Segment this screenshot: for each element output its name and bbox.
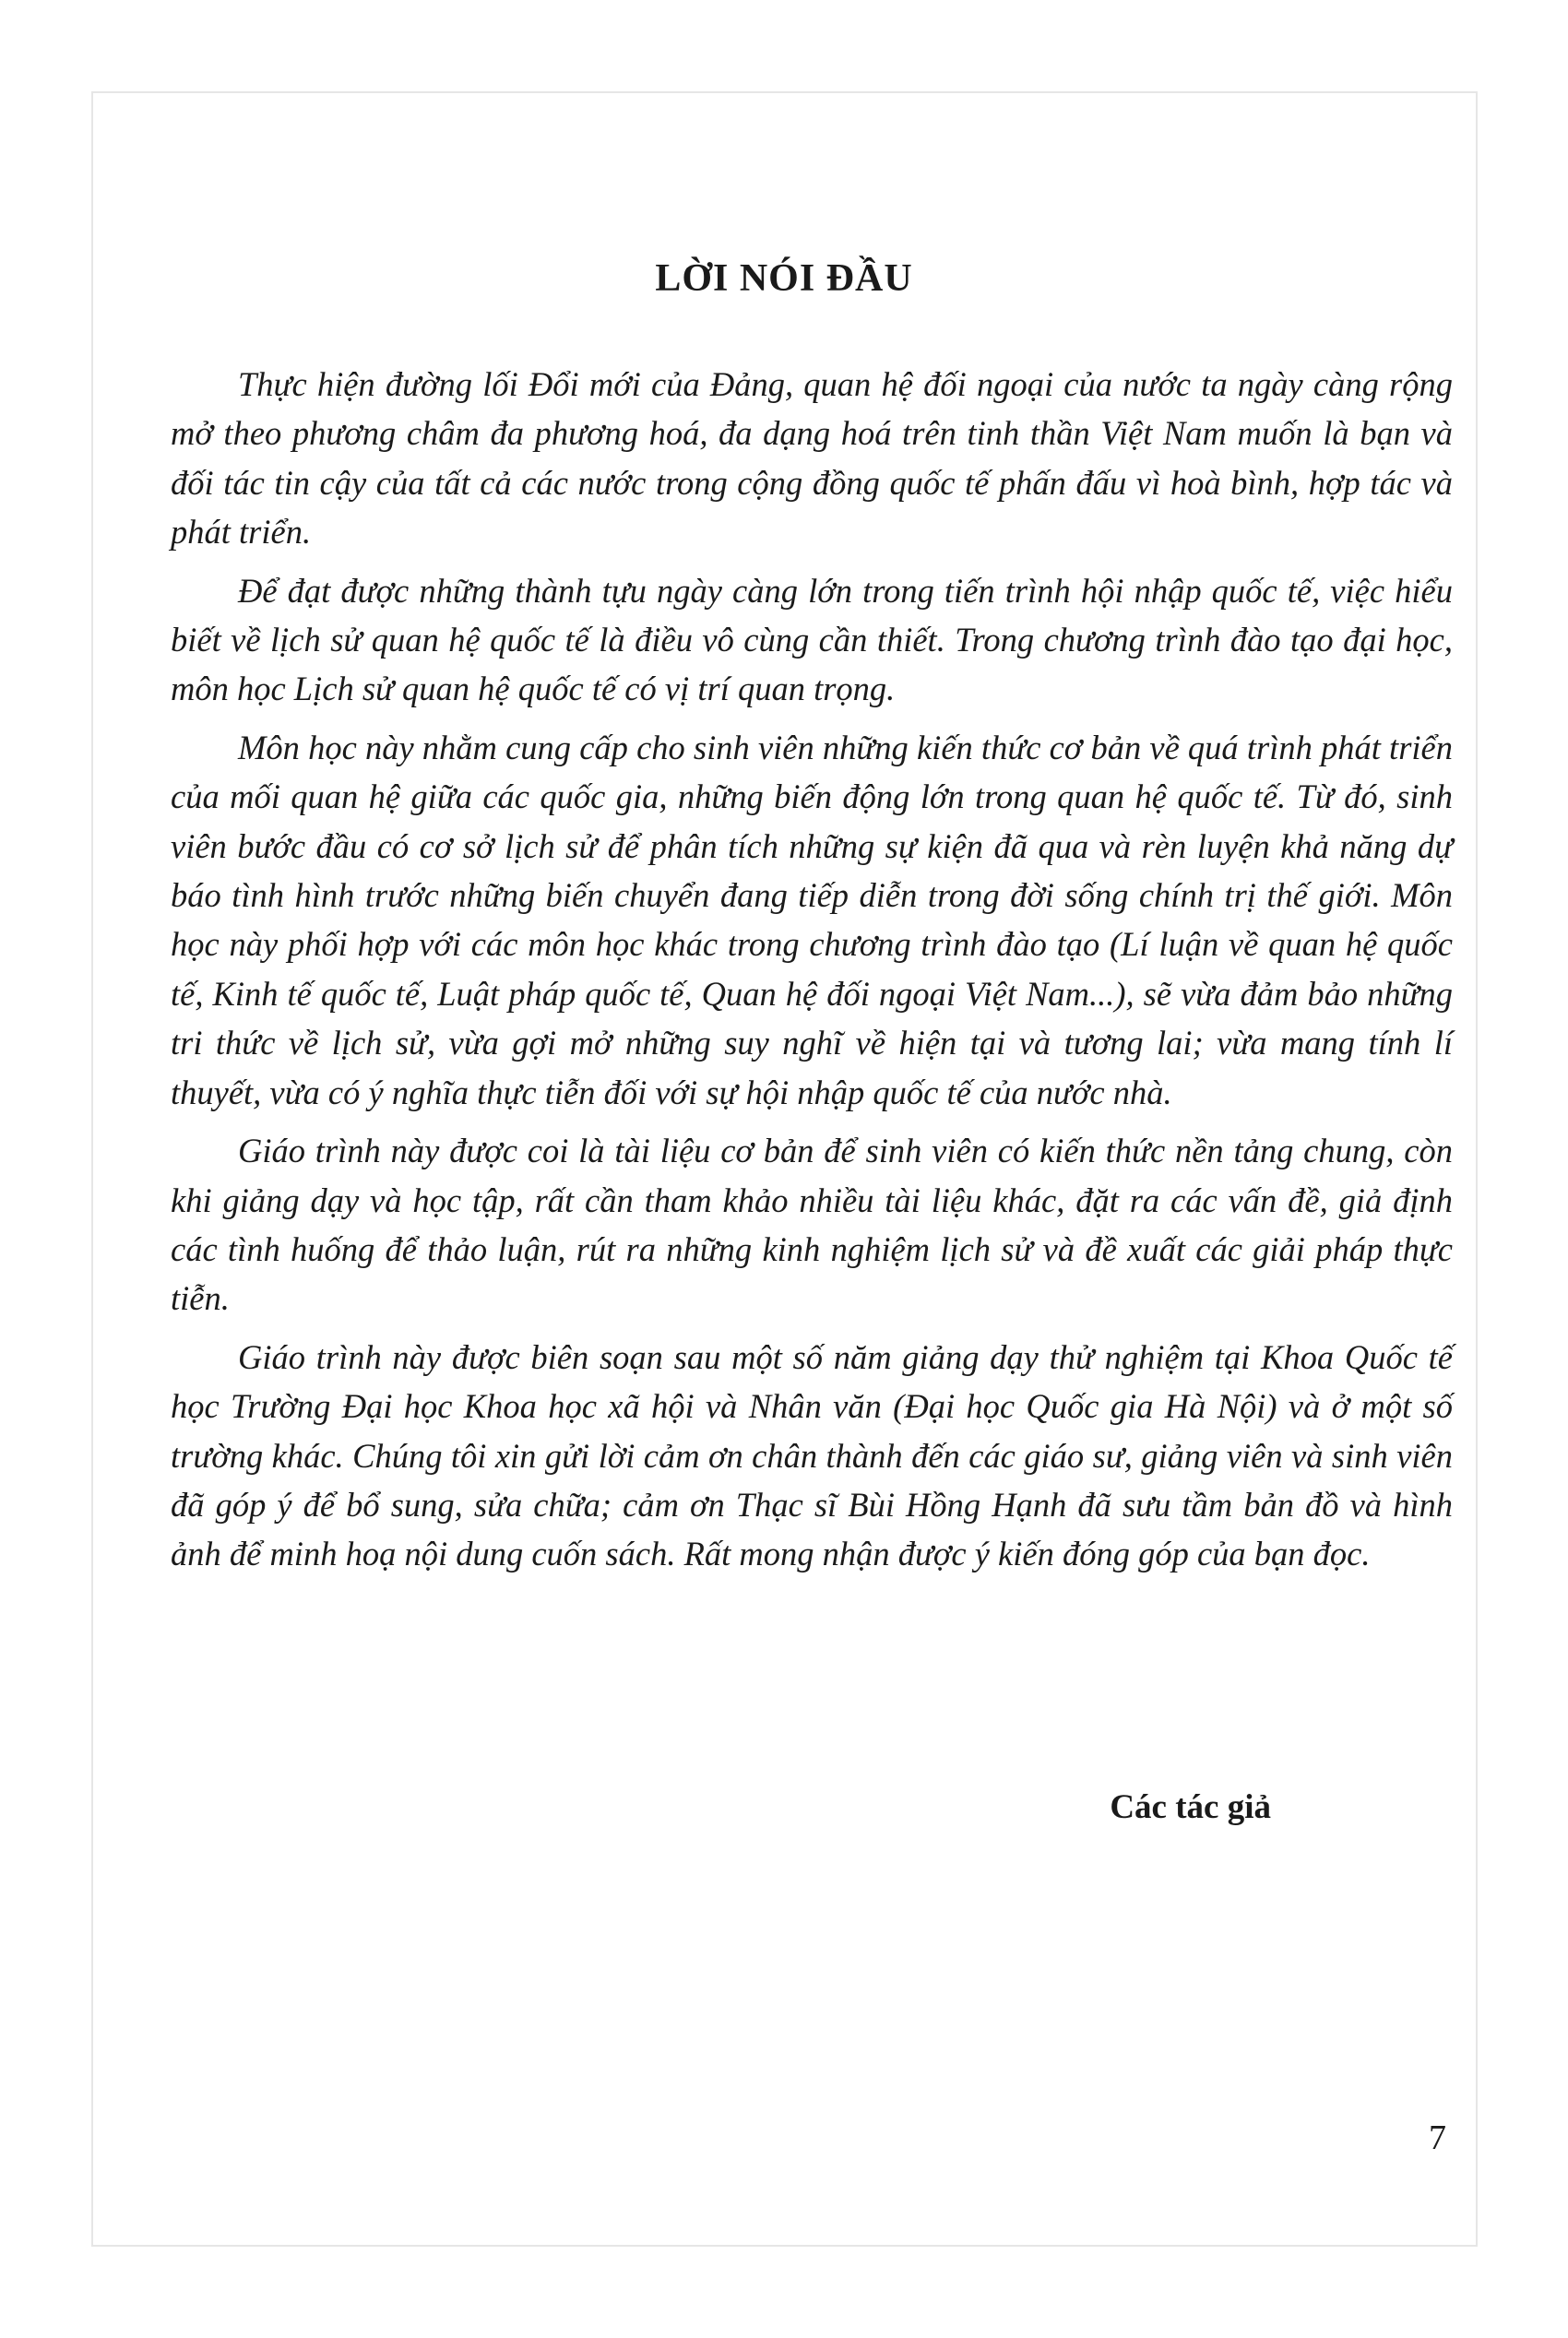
paragraph-1: Thực hiện đường lối Đổi mới của Đảng, quan hệ đối ngoại của nước ta ngày càng rộng mở theo phương châm đa phương hoá, đa dạng hoá trên tinh thần Việt Nam muốn là bạn và đối tác tin cậy của tất cả các nước trong cộng đồng quốc tế phấn đấu vì hoà bình, hợp tác và phát triển.	[171, 365, 1453, 552]
paragraph-5: Giáo trình này được biên soạn sau một số năm giảng dạy thử nghiệm tại Khoa Quốc tế học Trường Đại học Khoa học xã hội và Nhân văn (Đại học Quốc gia Hà Nội) và ở một số trường khác. Chúng tôi xin gửi lời cảm ơn chân thành đến các giáo sư, giảng viên và sinh viên đã góp ý để bổ sung, sửa chữa; cảm ơn Thạc sĩ Bùi Hồng Hạnh đã sưu tầm bản đồ và hình ảnh để minh hoạ nội dung cuốn sách. Rất mong nhận được ý kiến đóng góp của bạn đọc.	[171, 1337, 1453, 1573]
paragraph-4: Giáo trình này được coi là tài liệu cơ bản để sinh viên có kiến thức nền tảng chung, còn khi giảng dạy và học tập, rất cần tham khảo nhiều tài liệu khác, đặt ra các vấn đề, giả định các tình huống để thảo luận, rút ra những kinh nghiệm lịch sử và đề xuất các giải pháp thực tiễn.	[171, 1132, 1453, 1318]
signature: Các tác giả	[1110, 1788, 1271, 1826]
paragraph-3: Môn học này nhằm cung cấp cho sinh viên những kiến thức cơ bản về quá trình phát triển của mối quan hệ giữa các quốc gia, những biến động lớn trong quan hệ quốc tế. Từ đó, sinh viên bước đầu có cơ sở lịch sử để phân tích những sự kiện đã qua và rèn luyện khả năng dự báo tình hình trước những biến chuyển đang tiếp diễn trong đời sống chính trị thế giới. Môn học này phối hợp với các môn học khác trong chương trình đào tạo (Lí luận về quan hệ quốc tế, Kinh tế quốc tế, Luật pháp quốc tế, Quan hệ đối ngoại Việt Nam...), sẽ vừa đảm bảo những tri thức về lịch sử, vừa gợi mở những suy nghĩ về hiện tại và tương lai; vừa mang tính lí thuyết, vừa có ý nghĩa thực tiễn đối với sự hội nhập quốc tế của nước nhà.	[171, 728, 1453, 1111]
paragraph-2: Để đạt được những thành tựu ngày càng lớn trong tiến trình hội nhập quốc tế, việc hiểu biết về lịch sử quan hệ quốc tế là điều vô cùng cần thiết. Trong chương trình đào tạo đại học, môn học Lịch sử quan hệ quốc tế có vị trí quan trọng.	[171, 571, 1453, 708]
page-title: LỜI NÓI ĐẦU	[655, 257, 913, 300]
body-text	[171, 360, 1453, 1588]
page-number: 7	[1429, 2118, 1446, 2157]
